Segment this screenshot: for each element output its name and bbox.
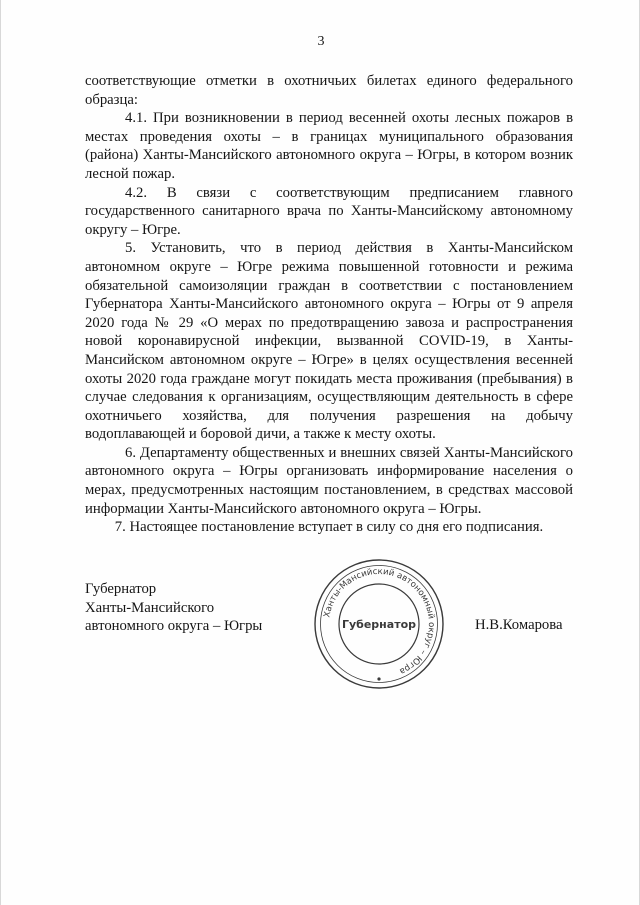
official-seal bbox=[313, 558, 445, 690]
paragraph-7: 7. Настоящее постановление вступает в силу со дня его подписания. bbox=[114, 519, 544, 536]
seal-center-text: Губернатор bbox=[341, 618, 417, 631]
signatory-position bbox=[85, 580, 262, 636]
seal-ring-text: Ханты-Мансийский автономный округ – Югра bbox=[322, 566, 437, 677]
paragraph-4-1: 4.1. При возникновении в период весенней охоты лесных пожаров в местах проведения охоты – в границах муниципального образования (района) Ханты-Мансийского автономного округа – Югры, в котором возник лесной пожар. bbox=[85, 110, 573, 182]
paragraph-4-2: 4.2. В связи с соответствующим предписанием главного государственного санитарного врача по Ханты-Мансийскому автономному округу – Югре. bbox=[85, 184, 573, 238]
seal-dot bbox=[377, 677, 380, 680]
signatory-name: Н.В.Комарова bbox=[475, 617, 563, 633]
position-line: автономного округа – Югры bbox=[85, 618, 263, 635]
paragraph-6: 6. Департаменту общественных и внешних связей Ханты-Мансийского автономного округа – Югры организовать информирование населения о мерах, предусмотренных настоящим постановлением, в средствах массовой информации Ханты-Мансийского автономного округа – Югры. bbox=[85, 444, 573, 517]
paragraph-continuation: соответствующие отметки в охотничьих билетах единого федерального образца: bbox=[85, 73, 573, 108]
seal-stamp-graphic bbox=[313, 558, 445, 690]
paragraph-5: 5. Установить, что в период действия в Ханты-Мансийском автономном округе – Югре режима повышенной готовности и режима обязательной самоизоляции граждан в соответствии с постановлением Губернатора Ханты-Мансийского автономного округа – Югры от 9 апреля 2020 года № 29 «О мерах по предотвращению завоза и распространения новой коронавирусной инфекции, вызванной COVID-19, в Ханты-Мансийском автономном округе – Югре» в целях осуществления весенней охоты 2020 года граждане могут покидать места проживания (пребывания) в случае следования к организациям, осуществляющим деятельность в сфере охотничьего хозяйства, для получения разрешения на добычу водоплавающей и боровой дичи, а также к месту охоты. bbox=[85, 240, 573, 443]
position-line: Ханты-Мансийского bbox=[85, 599, 215, 616]
document-body bbox=[85, 72, 573, 537]
position-line: Губернатор bbox=[85, 581, 157, 597]
page-number: 3 bbox=[317, 34, 325, 49]
